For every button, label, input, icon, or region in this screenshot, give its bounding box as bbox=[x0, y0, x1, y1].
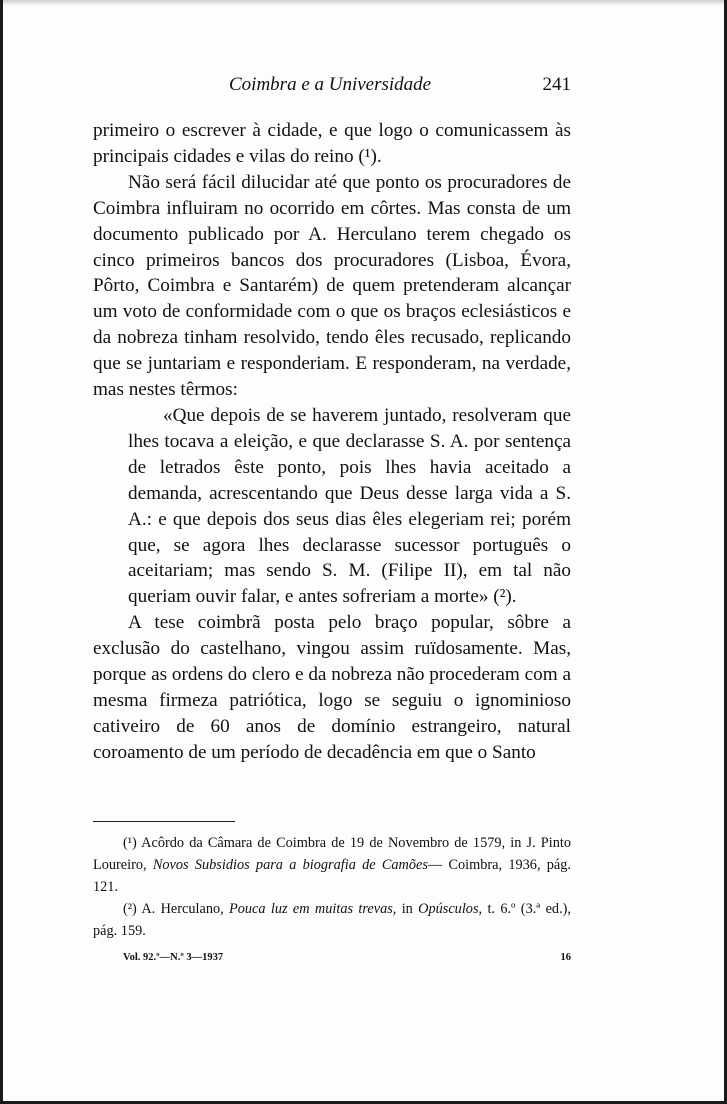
footnote-1 bbox=[93, 832, 571, 898]
footnote-2 bbox=[93, 898, 571, 942]
signature-line bbox=[123, 952, 571, 963]
footnote-1-title: Novos Subsidios para a biografia de Camões bbox=[152, 857, 428, 873]
scan-edge bbox=[3, 0, 724, 6]
paragraph-tese: A tese coimbrã posta pelo braço popular, sôbre a exclusão do castelhano, vingou assim ruïdosamente. Mas, porque as ordens do clero e da nobreza não procederam com a mesma firmeza patriótica, logo se seguiu o ignominioso cativeiro de 60 anos de domínio estrangeiro, natural coroamento de um período de decadência em que o Santo bbox=[93, 612, 571, 763]
page-number: 241 bbox=[542, 74, 571, 95]
footnote-2-text: (²) A. Herculano, bbox=[123, 901, 230, 917]
signature-number: 16 bbox=[560, 952, 571, 963]
body-text bbox=[93, 118, 571, 766]
volume-info: Vol. 92.º—N.º 3—1937 bbox=[123, 952, 224, 963]
footnote-2-in: in bbox=[396, 901, 419, 917]
footnote-2-source: t. 6.º (3.ª ed.), pág. 159. bbox=[93, 901, 571, 939]
paragraph-continuation: primeiro o escrever à cidade, e que logo o comunicassem às principais cidades e vilas do reino (¹). bbox=[93, 120, 571, 167]
block-quote: «Que depois de se haverem juntado, resolveram que lhes tocava a eleição, e que declarasse S. A. por sentença de letrados êste ponto, pois lhes havia aceitado a demanda, acrescentando que Deus desse larga vida a S. A.: e que depois dos seus dias êles elegeriam rei; porém que, se agora lhes declarasse sucessor português o aceitariam; mas sendo S. M. (Filipe II), em tal não queriam ouvir falar, e antes sofreriam a morte» (²). bbox=[128, 404, 571, 608]
footnote-2-work: Opúsculos, bbox=[418, 901, 483, 917]
footnote-rule bbox=[93, 821, 235, 822]
footnote-1-text: (¹) Acôrdo da Câmara de Coimbra de 19 de Novembro de 1579, in J. Pinto Loureiro, bbox=[93, 835, 571, 873]
footnote-1-source: — Coimbra, 1936, pág. 121. bbox=[93, 857, 571, 895]
footnote-2-title: Pouca luz em muitas trevas, bbox=[229, 901, 397, 917]
running-title: Coimbra e a Universidade bbox=[229, 74, 432, 95]
page-header bbox=[93, 74, 571, 104]
paragraph-procuradores: Não será fácil dilucidar até que ponto os procuradores de Coimbra influiram no ocorrido em côrtes. Mas consta de um documento publicado por A. Herculano terem chegado os cinco primeiros bancos dos procuradores (Lisboa, Évora, Pôrto, Coimbra e Santarém) de quem pretenderam alcançar um voto de conformidade com o que os braços eclesiásticos e da nobreza tinham resolvido, tendo êles recusado, replicando que se juntariam e responderiam. E responderam, na verdade, mas nestes têrmos: bbox=[93, 171, 571, 401]
footnotes bbox=[93, 832, 571, 942]
